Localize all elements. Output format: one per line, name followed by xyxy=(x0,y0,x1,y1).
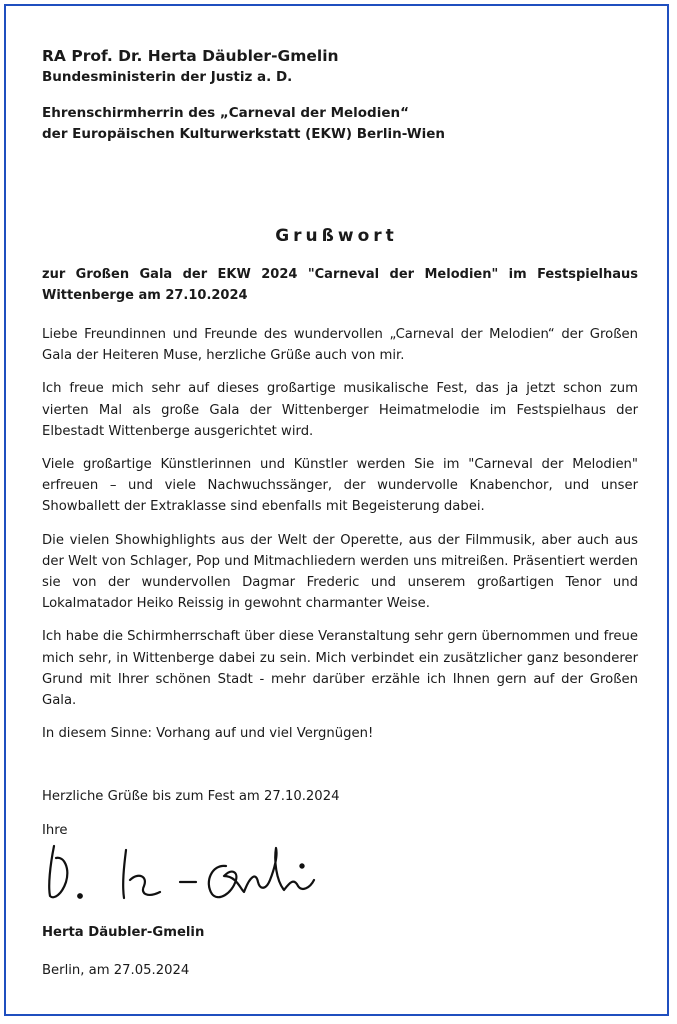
paragraph: Viele großartige Künstlerinnen und Künstler werden Sie im "Carneval der Melodien" erfreuen – und viele Nachwuchssänger, der wundervolle Knabenchor, und unser Showballett der Extraklasse sind ebenfalls mit Begeisterung dabei. xyxy=(42,457,638,515)
paragraph: Liebe Freundinnen und Freunde des wundervollen „Carneval der Melodien“ der Großen Gala der Heiteren Muse, herzliche Grüße auch von mir. xyxy=(42,327,638,364)
paragraph: Die vielen Showhighlights aus der Welt der Operette, aus der Filmmusik, aber auch aus der Welt von Schlager, Pop und Mitmachliedern werden uns mitreißen. Präsentiert werden sie von der wundervollen Dagmar Frederic und unserem großartigen Tenor und Lokalmatador Heiko Reissig in gewohnt charmanter Weise. xyxy=(42,532,638,612)
closing-greeting: Herzliche Grüße bis zum Fest am 27.10.2024 xyxy=(42,789,340,804)
paragraph: In diesem Sinne: Vorhang auf und viel Vergnügen! xyxy=(42,726,374,742)
signer-name: Herta Däubler-Gmelin xyxy=(42,925,205,940)
letter-page xyxy=(4,4,669,1016)
letterhead xyxy=(42,46,642,88)
patronage-block xyxy=(42,103,652,145)
subject-line: zur Großen Gala der EKW 2024 "Carneval der Melodien" im Festspielhaus Wittenberge am 27.10.2024 xyxy=(42,267,638,303)
sender-name: RA Prof. Dr. Herta Däubler-Gmelin xyxy=(42,47,339,65)
paragraph: Ich freue mich sehr auf dieses großartige musikalische Fest, das ja jetzt schon zum vierten Mal als große Gala der Wittenberger Heimatmelodie im Festspielhaus der Elbestadt Wittenberge ausgerichtet wird. xyxy=(42,381,638,439)
paragraph: Ich habe die Schirmherrschaft über diese Veranstaltung sehr gern übernommen und freue mich sehr, in Wittenberge dabei zu sein. Mich verbindet ein zusätzlicher ganz besonderer Grund mit Ihrer schönen Stadt - mehr darüber erzähle ich Ihnen gern auf der Großen Gala. xyxy=(42,629,638,709)
patron-line-1: Ehrenschirmherrin des „Carneval der Melodien“ xyxy=(42,105,409,121)
closing-ihre: Ihre xyxy=(42,823,68,838)
letter-body xyxy=(42,324,638,754)
sender-role: Bundesministerin der Justiz a. D. xyxy=(42,69,293,85)
place-and-date: Berlin, am 27.05.2024 xyxy=(42,963,190,978)
document-title: Grußwort xyxy=(275,226,398,246)
patron-line-2: der Europäischen Kulturwerkstatt (EKW) Berlin-Wien xyxy=(42,126,445,142)
signature-image xyxy=(40,836,340,906)
